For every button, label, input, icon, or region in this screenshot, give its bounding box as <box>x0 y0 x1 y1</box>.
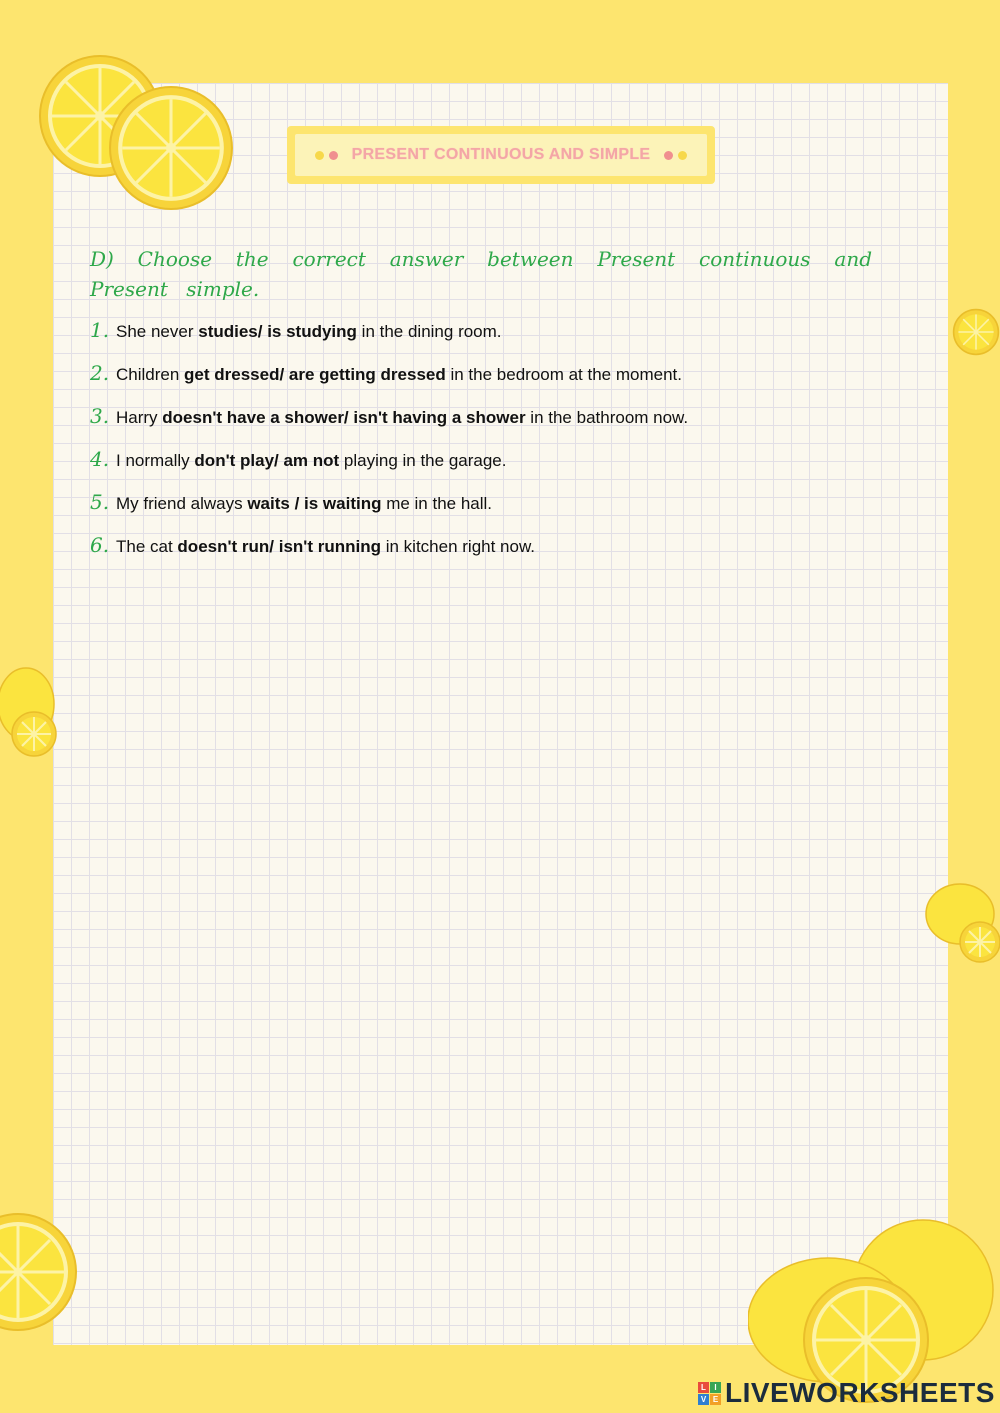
answer-choice[interactable]: studies/ is studying <box>198 322 357 341</box>
question-number: 4. <box>90 447 110 471</box>
answer-choice[interactable]: doesn't have a shower/ isn't having a shower <box>162 408 526 427</box>
question-text-after: in the bedroom at the moment. <box>445 365 682 384</box>
liveworksheets-logo <box>698 1378 995 1408</box>
answer-choice[interactable]: doesn't run/ isn't running <box>177 537 381 556</box>
answer-choice[interactable]: don't play/ am not <box>194 451 340 470</box>
question-item <box>90 361 870 404</box>
question-text-after: me in the hall. <box>381 494 493 513</box>
answer-choice[interactable]: waits / is waiting <box>247 494 382 513</box>
question-text-before: I normally <box>116 451 195 470</box>
question-text-after: playing in the garage. <box>339 451 507 470</box>
logo-squares-icon: L I V E <box>698 1382 721 1405</box>
question-text-before: The cat <box>116 537 178 556</box>
lemon-slice-icon <box>108 85 234 211</box>
question-text-before: My friend always <box>116 494 248 513</box>
decorative-dots <box>664 151 687 160</box>
answer-choice[interactable]: get dressed/ are getting dressed <box>184 365 446 384</box>
decorative-dots <box>315 151 338 160</box>
lemon-slice-icon <box>952 302 1000 362</box>
question-item <box>90 533 870 576</box>
logo-text: LIVEWORKSHEETS <box>725 1377 995 1408</box>
question-item <box>90 490 870 533</box>
question-text-before: Children <box>116 365 185 384</box>
lemon-slice-icon <box>0 1212 80 1332</box>
question-number: 5. <box>90 490 110 514</box>
question-text-after: in kitchen right now. <box>381 537 536 556</box>
question-text-before: Harry <box>116 408 163 427</box>
lemon-icon <box>922 874 1000 970</box>
question-number: 3. <box>90 404 110 428</box>
question-item <box>90 318 870 361</box>
question-number: 1. <box>90 318 110 342</box>
question-text-before: She never <box>116 322 199 341</box>
question-number: 2. <box>90 361 110 385</box>
question-number: 6. <box>90 533 110 557</box>
exercise-instruction: D) Choose the correct answer between Present continuous and Present simple. <box>90 247 872 301</box>
lemon-icon <box>0 664 60 760</box>
question-item <box>90 404 870 447</box>
page-title: PRESENT CONTINUOUS AND SIMPLE <box>351 146 651 163</box>
title-banner <box>287 126 715 184</box>
question-list <box>90 318 870 576</box>
question-text-after: in the bathroom now. <box>525 408 689 427</box>
question-item <box>90 447 870 490</box>
question-text-after: in the dining room. <box>356 322 502 341</box>
